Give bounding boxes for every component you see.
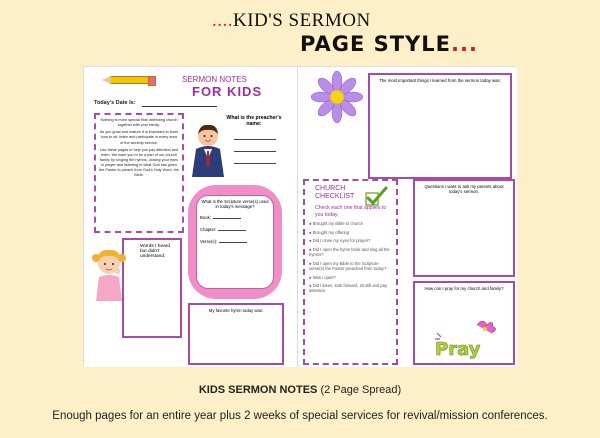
date-label: Today's Date Is: xyxy=(94,100,136,106)
left-page xyxy=(84,67,298,367)
intro-text: Nothing is more special than attending church together with your family. xyxy=(100,118,178,128)
verse-row: Verse(s): xyxy=(200,239,270,244)
scripture-question: What is the Scripture verse(s) used in today's message? xyxy=(201,199,269,209)
intro-text: Use these pages to help you pay attention and learn. We want you to be a part of our church family by singing the hymns, closing your eyes in prayer and listening to what God has given the Pastor to preach from God's Holy Word, the Bible. xyxy=(99,147,179,178)
caption-title: KIDS SERMON NOTES (2 Page Spread) xyxy=(198,384,402,396)
girl-illustration xyxy=(89,243,129,301)
checklist-item: ● Did I close my eyes for prayer? xyxy=(309,238,371,244)
caption-description: Enough pages for an entire year plus 2 weeks of special services for revival/mission conferences. xyxy=(52,410,548,422)
checklist-title: CHURCH CHECKLIST xyxy=(315,185,355,200)
book-row: Book: xyxy=(200,215,270,220)
checklist-item: ● Did I listen, look forward, sit still and pay attention xyxy=(309,283,388,294)
pray-box: How can I pray for my church and family? xyxy=(413,281,515,365)
favorite-hymn-box: My favorite hymn today was: xyxy=(188,303,284,365)
header-line2: PAGE STYLE... xyxy=(300,32,478,56)
date-line xyxy=(142,106,217,107)
words-box: Words I heard but didn't understand. xyxy=(122,238,182,338)
page-spread xyxy=(83,66,516,366)
intro-box xyxy=(94,113,184,233)
checklist-item: ● Did I open my Bible to the Scripture verse(s) the Pastor preached from today? xyxy=(309,260,387,272)
preacher-question: What is the preacher's name: xyxy=(226,115,282,127)
pray-word: Pray xyxy=(435,339,481,360)
checklist-item: ● Was I quiet? xyxy=(309,274,336,280)
checklist-item: ● Brought my Bible to church xyxy=(309,221,363,227)
checkmark-icon xyxy=(363,185,389,207)
checklist-subtitle: Check each one that applies to you today. xyxy=(315,205,387,218)
pray-illustration xyxy=(427,317,501,361)
checklist-item: ● Brought my offering xyxy=(309,229,350,235)
chapter-row: Chapter: xyxy=(200,227,270,232)
flower-icon xyxy=(311,71,363,123)
preacher-illustration xyxy=(190,119,226,177)
questions-box: Questions I want to ask my parents about today's sermon. xyxy=(413,179,515,277)
answer-line xyxy=(234,139,276,140)
for-kids-label: FOR KIDS xyxy=(192,84,263,99)
right-page xyxy=(299,67,517,367)
checklist-item: ● Did I open the hymn book and sing all the hymns? xyxy=(309,246,390,258)
intro-text: As you grow and mature it is important to learn how to sit, listen and participate in every area of the worship service. xyxy=(99,130,179,145)
header-line1: ....KID'S SERMON xyxy=(212,10,371,31)
scripture-box xyxy=(196,195,274,289)
sermon-notes-label: SERMON NOTES xyxy=(182,75,247,84)
pencil-icon xyxy=(110,76,150,84)
answer-line xyxy=(234,151,276,152)
answer-line xyxy=(234,163,276,164)
important-things-box: The most important things I learned from the sermon today was: xyxy=(368,73,512,179)
